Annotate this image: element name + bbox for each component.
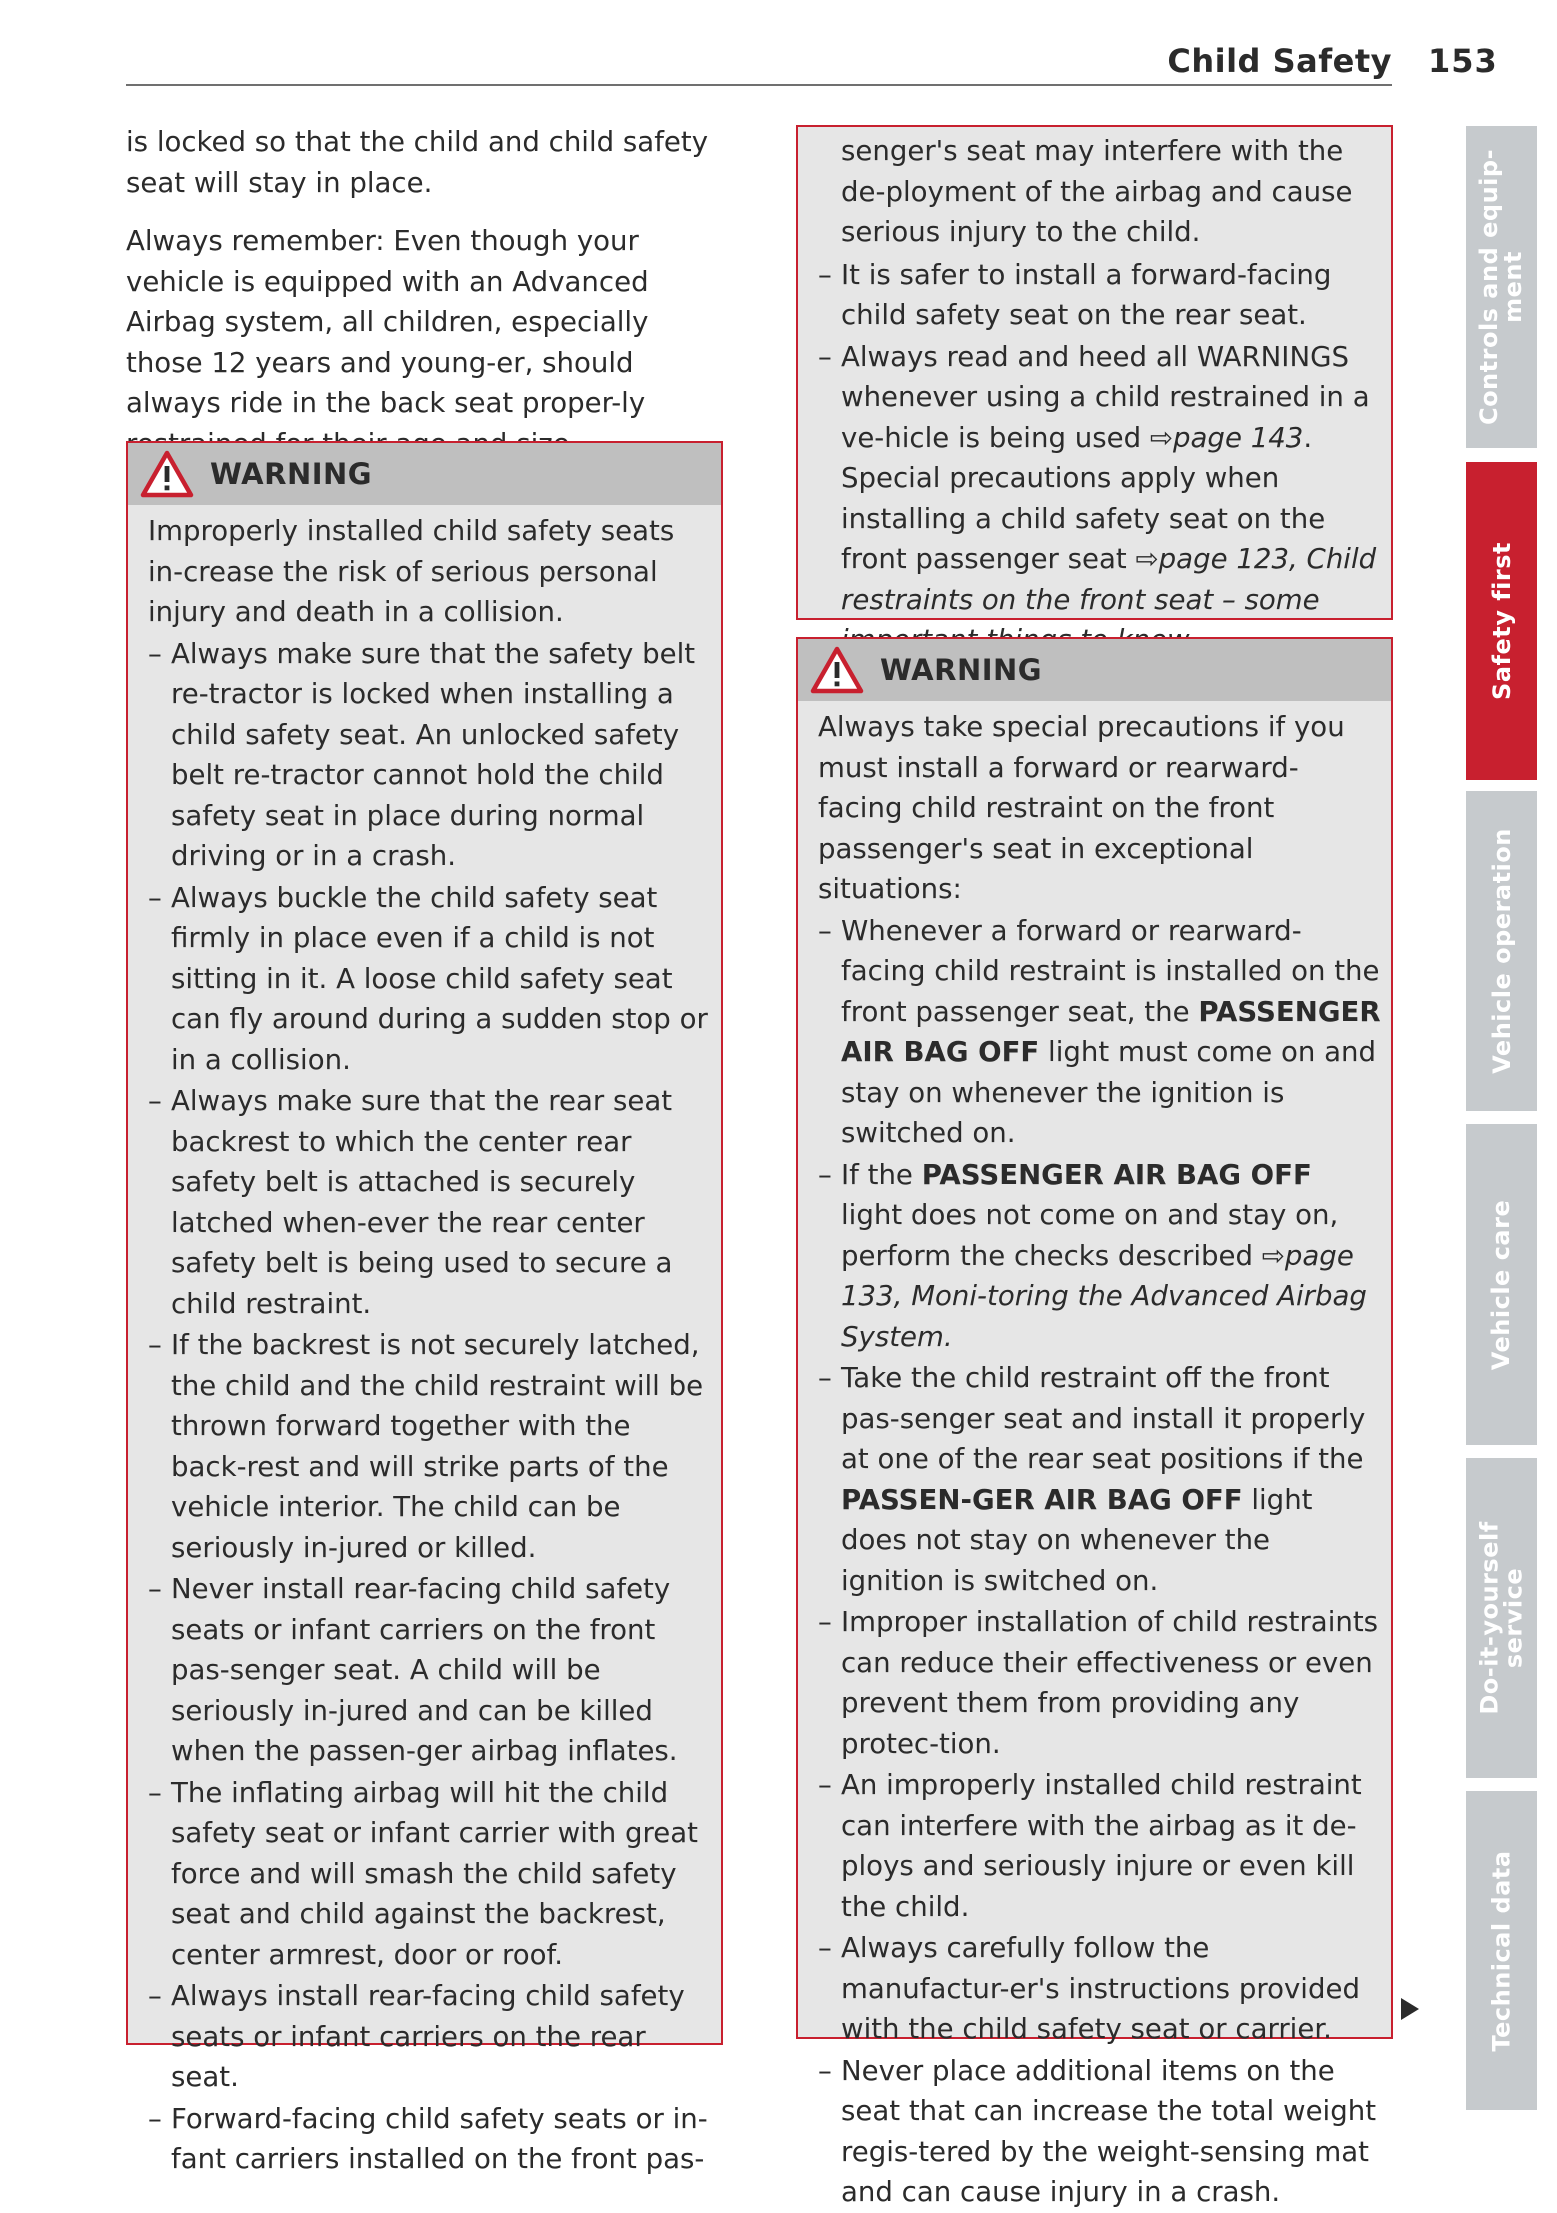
page-reference-link[interactable]: ⇨page 143 bbox=[1149, 420, 1304, 454]
warning-list bbox=[148, 634, 711, 2180]
warning-header bbox=[798, 639, 1391, 701]
warning-item: – Always carefully follow the manufactur-er's instructions provided with the child safety seat or carrier. bbox=[818, 1928, 1381, 2050]
warning-item: – Always buckle the child safety seat firmly in place even if a child is not sitting in it. A loose child safety seat can fly around during a sudden stop or in a collision. bbox=[148, 878, 711, 1081]
warning-continuation: senger's seat may interfere with the de-ployment of the airbag and cause serious injury to the child. bbox=[841, 134, 1353, 248]
indicator-name: PASSENGER AIR BAG OFF bbox=[841, 994, 1381, 1068]
warning-box-left bbox=[126, 441, 723, 2175]
page-reference-link[interactable]: ⇨page 133, Moni-toring the Advanced Airbag System bbox=[841, 1238, 1367, 1353]
indicator-name: PASSEN-GER AIR BAG OFF bbox=[841, 1482, 1243, 1516]
warning-triangle-icon bbox=[810, 646, 864, 694]
section-title: Child Safety bbox=[1167, 42, 1392, 80]
tab-vehicle-care[interactable]: Vehicle care bbox=[1466, 1124, 1537, 1445]
warning-item: – Always make sure that the rear seat backrest to which the center rear safety belt is attached is securely latched when-ever the rear center safety belt is being used to secure a child restraint. bbox=[148, 1081, 711, 1324]
tab-technical-data[interactable]: Technical data bbox=[1466, 1791, 1537, 2110]
page-number: 153 bbox=[1428, 42, 1498, 80]
warning-header bbox=[128, 443, 721, 505]
tab-vehicle-operation[interactable]: Vehicle operation bbox=[1466, 791, 1537, 1111]
warning-item: – If the backrest is not securely latched, the child and the child restraint will be thrown forward together with the back-rest and will strike parts of the vehicle interior. The child can be seriously in-jured or killed. bbox=[148, 1325, 711, 1568]
warning-list bbox=[818, 911, 1381, 2213]
left-intro bbox=[126, 122, 731, 464]
warning-item: – The inflating airbag will hit the child safety seat or infant carrier with great force and will smash the child safety seat and child against the backrest, center armrest, door or roof. bbox=[148, 1773, 711, 1976]
warning-item: – Improper installation of child restraints can reduce their effectiveness or even prevent them from providing any protec-tion. bbox=[818, 1602, 1381, 1764]
tab-controls-and-equipment[interactable]: Controls and equip- ment bbox=[1466, 126, 1537, 448]
tab-do-it-yourself-service[interactable]: Do-it-yourself service bbox=[1466, 1458, 1537, 1778]
warning-item: – Take the child restraint off the front pas-senger seat and install it properly at one of the rear seat positions if the PASSEN-GER AIR BAG OFF light does not stay on whenever the ignition is switched on. bbox=[818, 1358, 1381, 1601]
intro-paragraph: Always remember: Even though your vehicle is equipped with an Advanced Airbag system, all children, especially those 12 years and young-er, should always ride in the back seat proper-ly bbox=[126, 224, 649, 419]
warning-item: – Never install rear-facing child safety seats or infant carriers on the front pas-senger seat. A child will be seriously in-jured and can be killed when the passen-ger airbag inflates. bbox=[148, 1569, 711, 1772]
warning-title: WARNING bbox=[880, 653, 1043, 687]
warning-box-continued bbox=[796, 125, 1393, 620]
warning-item: – Always install rear-facing child safety seats or infant carriers on the rear seat. bbox=[148, 1976, 711, 2098]
warning-intro: Always take special precautions if you must install a forward or rearward-facing child restraint on the front passenger's seat in exceptional situations: bbox=[818, 710, 1345, 905]
warning-triangle-icon bbox=[140, 450, 194, 498]
warning-item: – If the PASSENGER AIR BAG OFF light does not come on and stay on, perform the checks described ⇨page 133, Moni-toring the Advanced Airbag System. bbox=[818, 1155, 1381, 1358]
tab-safety-first[interactable]: Safety first bbox=[1466, 462, 1537, 780]
warning-box-right bbox=[796, 637, 1393, 2208]
warning-list bbox=[818, 255, 1381, 661]
intro-paragraph: is locked so that the child and child safety seat will stay in place. bbox=[126, 125, 709, 199]
warning-item: – Always read and heed all WARNINGS whenever using a child restrained in a ve-hicle is being used ⇨page 143. Special precautions apply when installing a child safety seat on the front passenger seat ⇨page 123, Child restraints on the front seat – some bbox=[818, 337, 1381, 661]
warning-title: WARNING bbox=[210, 457, 373, 491]
warning-item: – Whenever a forward or rearward-facing child restraint is installed on the front passenger seat, the PASSENGER AIR BAG OFF light must come on and stay on whenever the ignition is switched on. bbox=[818, 911, 1381, 1154]
warning-item: – Never place additional items on the seat that can increase the total weight regis-tered by the weight-sensing mat and can cause injury in a crash. bbox=[818, 2051, 1381, 2213]
indicator-name: PASSENGER AIR BAG OFF bbox=[921, 1157, 1312, 1191]
triangle-right-icon bbox=[1401, 1998, 1419, 2020]
warning-item: – It is safer to install a forward-facing child safety seat on the rear seat. bbox=[818, 255, 1381, 336]
warning-body bbox=[798, 701, 1391, 2213]
warning-item: – Always make sure that the safety belt re-tractor is locked when installing a child safety seat. An unlocked safety belt re-tractor cannot hold the child safety seat in place during normal driving or in a crash. bbox=[148, 634, 711, 877]
page-reference-link[interactable]: ⇨page 123, Child restraints on the front seat – some bbox=[841, 542, 1377, 616]
warning-item: – An improperly installed child restraint can interfere with the airbag as it de-ploys and seriously injure or even kill the child. bbox=[818, 1765, 1381, 1927]
warning-body bbox=[128, 505, 721, 2180]
warning-item: – Forward-facing child safety seats or in-fant carriers installed on the front pas- bbox=[148, 2099, 711, 2180]
page-header bbox=[126, 36, 1392, 86]
warning-body-continued bbox=[798, 127, 1391, 661]
warning-intro: Improperly installed child safety seats in-crease the risk of serious personal injury and death in a collision. bbox=[148, 514, 675, 628]
